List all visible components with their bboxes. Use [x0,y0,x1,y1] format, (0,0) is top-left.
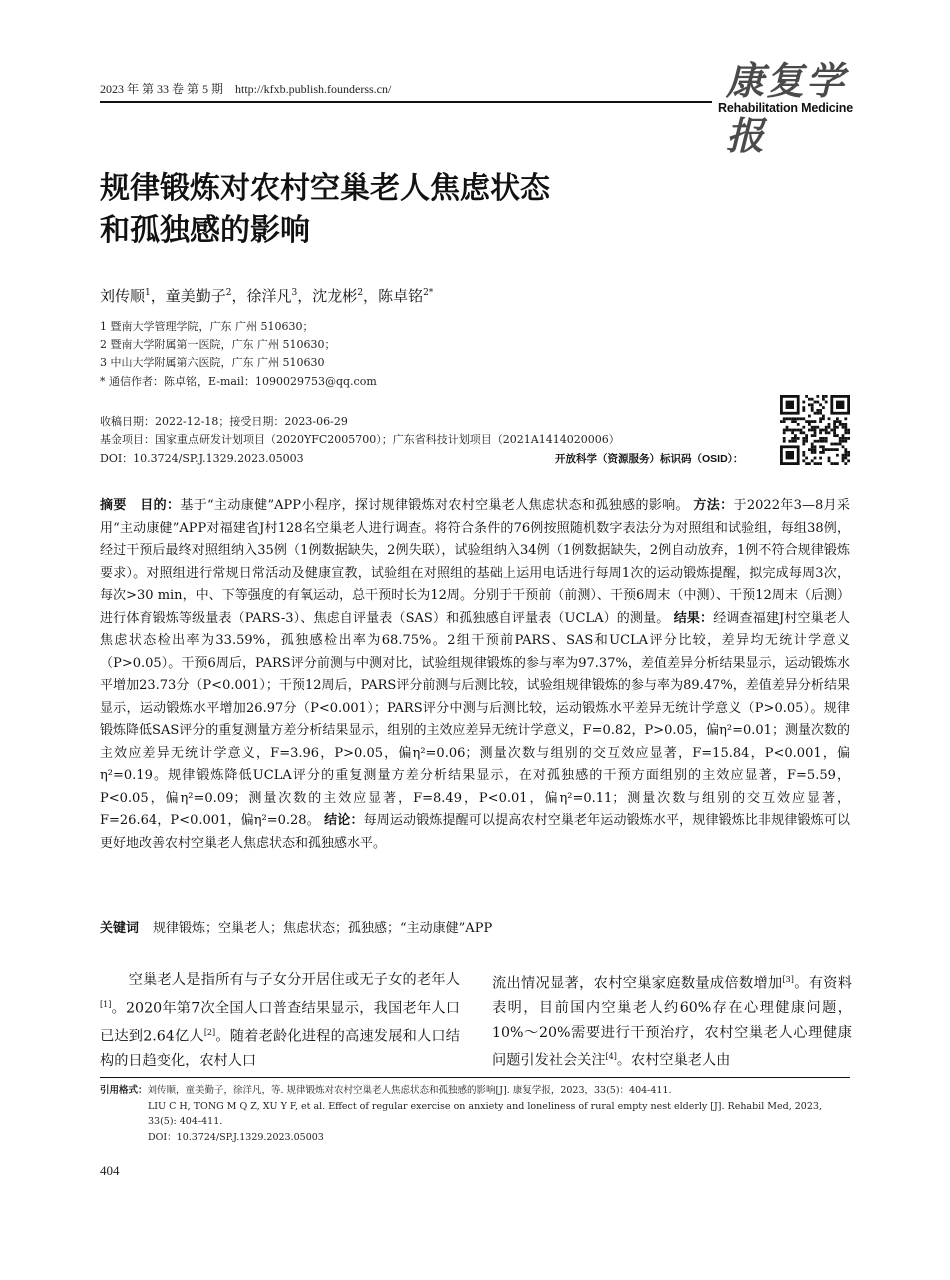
issue-info: 2023 年 第 33 卷 第 5 期 [100,82,224,96]
body-column-right [492,968,852,1073]
body-text: 。随着老龄化进程的高速发展和人口结构的日趋变化，农村人口 [100,1028,460,1069]
logo-chinese: 康复学报 [726,58,847,158]
results-label: 结果： [673,610,714,626]
abstract [100,495,850,855]
journal-logo [718,50,853,158]
conclusion-text: 每周运动锻炼提醒可以提高农村空巢老年运动锻炼水平，规律锻炼比非规律锻炼可以更好地改善农村空巢老人焦虑状态和孤独感水平。 [100,813,850,851]
citation-block [100,1083,850,1145]
objective-label: 目的： [140,498,181,513]
author-affil-mark: 2* [423,288,434,298]
received-dates: 收稿日期：2022-12-18；接受日期：2023-06-29 [100,415,348,428]
conclusion-label: 结论： [324,813,364,828]
methods-label: 方法： [693,498,734,513]
author-list: 刘传顺$^1$，童美勤子$^2$，徐洋凡$^3$，沈龙彬$^2$，陈卓铭$^{2*}$ [100,287,434,305]
author-name: 童美勤子 [165,287,226,305]
keywords [100,917,850,936]
citation-cn: 刘传顺，童美勤子，徐洋凡，等. 规律锻炼对农村空巢老人焦虑状态和孤独感的影响[J]. 康复学报，2023，33(5)：404-411. [147,1085,672,1096]
body-text: 。2020年第7次全国人口普查结果显示，我国老年人口已达到2.64亿人 [100,1000,460,1045]
journal-issue-header [100,80,391,97]
header-divider [100,101,712,103]
body-text: 。农村空巢老人由 [616,1052,731,1069]
reference-link[interactable]: [2] [203,1027,216,1037]
reference-link[interactable]: [4] [605,1052,617,1062]
abstract-label: 摘要 [100,498,127,513]
corresponding-author: * 通信作者：陈卓铭，E-mail：1090029753@qq.com [100,375,377,388]
citation-en: LIU C H, TONG M Q Z, XU Y F, et al. Effect of regular exercise on anxiety and loneliness of rural empty nest elderly [J]. Rehabil Med, 2023, 33(5): 404-411. [148,1100,822,1127]
objective-text: 基于“主动康健”APP小程序，探讨规律锻炼对农村空巢老人焦虑状态和孤独感的影响。 [180,498,689,513]
affiliation-3: 3 中山大学附属第六医院，广东 广州 510630 [100,356,325,369]
doi[interactable]: DOI：10.3724/SP.J.1329.2023.05003 [100,452,304,465]
citation-doi: DOI：10.3724/SP.J.1329.2023.05003 [148,1131,324,1143]
keywords-text: 规律锻炼；空巢老人；焦虑状态；孤独感；“主动康健”APP [153,921,493,936]
osid-label: 开放科学（资源服务）标识码（OSID）： [555,453,744,465]
article-title [100,168,800,252]
results-text: 经调查福建J村空巢老人焦虑状态检出率为33.59%，孤独感检出率为68.75%。2组干预前PARS、SAS和UCLA评分比较，差异均无统计学意义（P>0.05）。干预6周后，PARS评分前测与中测对比，试验组规律锻炼的参与率为97.37%，差值差异分析结果显示，运动锻炼水平增加23.73分（P<0.001）；干预12周后，PARS评分前测与后测比较，试验组规律锻炼的参与率为89.47%，差值差异分析结果显示，运动锻炼水平增加26.97分（P<0.001）；PARS评分中测与后测比较，运动锻炼水平差异无统计学意义（P>0.05）。规律锻炼降低SAS评分的重复测量方差分析结果显示，组别的主效应差异无统计学意义，F=0.82，P>0.05，偏η²=0.01；测量次数的主效应差异无统计学意义，F=3.96，P>0.05，偏η²=0.06；测量次数与组别的交互效应显著，F=15.84，P<0.001，偏η²=0.19。规律锻炼降低UCLA评分的重复测量方差分析结果显示，在对孤独感的干预方面组别的主效应显著，F=5.59，P<0.05，偏η²=0.09；测量次数的主效应显著，F=8.49，P<0.01，偏η²=0.11；测量次数与组别的交互效应显著，F=26.64，P<0.001，偏η²=0.28。 [100,610,850,828]
affiliation-1: 1 暨南大学管理学院，广东 广州 510630； [100,320,314,333]
reference-link[interactable]: [1] [100,999,112,1009]
fund-info: 基金项目：国家重点研发计划项目（2020YFC2005700）；广东省科技计划项目（2021A1414020006） [100,433,620,446]
body-text: 空巢老人是指所有与子女分开居住或无子女的老年人 [128,972,460,988]
body-text: 流出情况显著，农村空巢家庭数量成倍数增加 [492,975,783,992]
osid-qr-code[interactable] [780,395,850,465]
affiliation-2: 2 暨南大学附属第一医院，广东 广州 510630； [100,338,336,351]
author-name: 陈卓铭 [378,287,424,305]
reference-link[interactable]: [3] [782,975,794,984]
title-line-2: 和孤独感的影响 [100,213,310,248]
title-line-1: 规律锻炼对农村空巢老人焦虑状态 [100,171,550,206]
footer-divider [100,1077,850,1078]
author-affil-mark: 2 [225,288,232,298]
citation-label: 引用格式： [100,1085,148,1096]
author-affil-mark: 1 [145,288,151,298]
author-affil-mark: 3 [291,288,298,298]
body-column-left [100,968,460,1073]
methods-text: 于2022年3—8月采用“主动康健”APP对福建省J村128名空巢老人进行调查。将符合条件的76例按照随机数字表法分为对照组和试验组，每组38例，经过干预后最终对照组纳入35例（1例数据缺失，2例失联），试验组纳入34例（1例数据缺失，2例自动放弃，1例不符合规律锻炼要求）。对照组进行常规日常活动及健康宣教，试验组在对照组的基础上运用电话进行每周1次的运动锻炼提醒，拟完成每周3次，每次>30 min，中、下等强度的有氧运动，总干预时长为12周。分别于干预前（前测）、干预6周末（中测）、干预12周末（后测）进行体育锻炼等级量表（PARS-3）、焦虑自评量表（SAS）和孤独感自评量表（UCLA）的测量。 [100,498,850,626]
body-text: 。有资料表明，目前国内空巢老人约60%存在心理健康问题，10%～20%需要进行干预治疗，农村空巢老人心理健康问题引发社会关注 [492,975,852,1069]
keywords-label: 关键词 [100,921,140,936]
journal-url[interactable]: http://kfxb.publish.founderss.cn/ [235,82,392,96]
author-affil-mark: 2 [357,288,364,298]
author-name: 刘传顺 [100,287,146,305]
author-name: 沈龙彬 [312,287,358,305]
page-number: 404 [100,1163,120,1178]
author-name: 徐洋凡 [246,287,292,305]
logo-english: Rehabilitation Medicine [718,101,853,115]
